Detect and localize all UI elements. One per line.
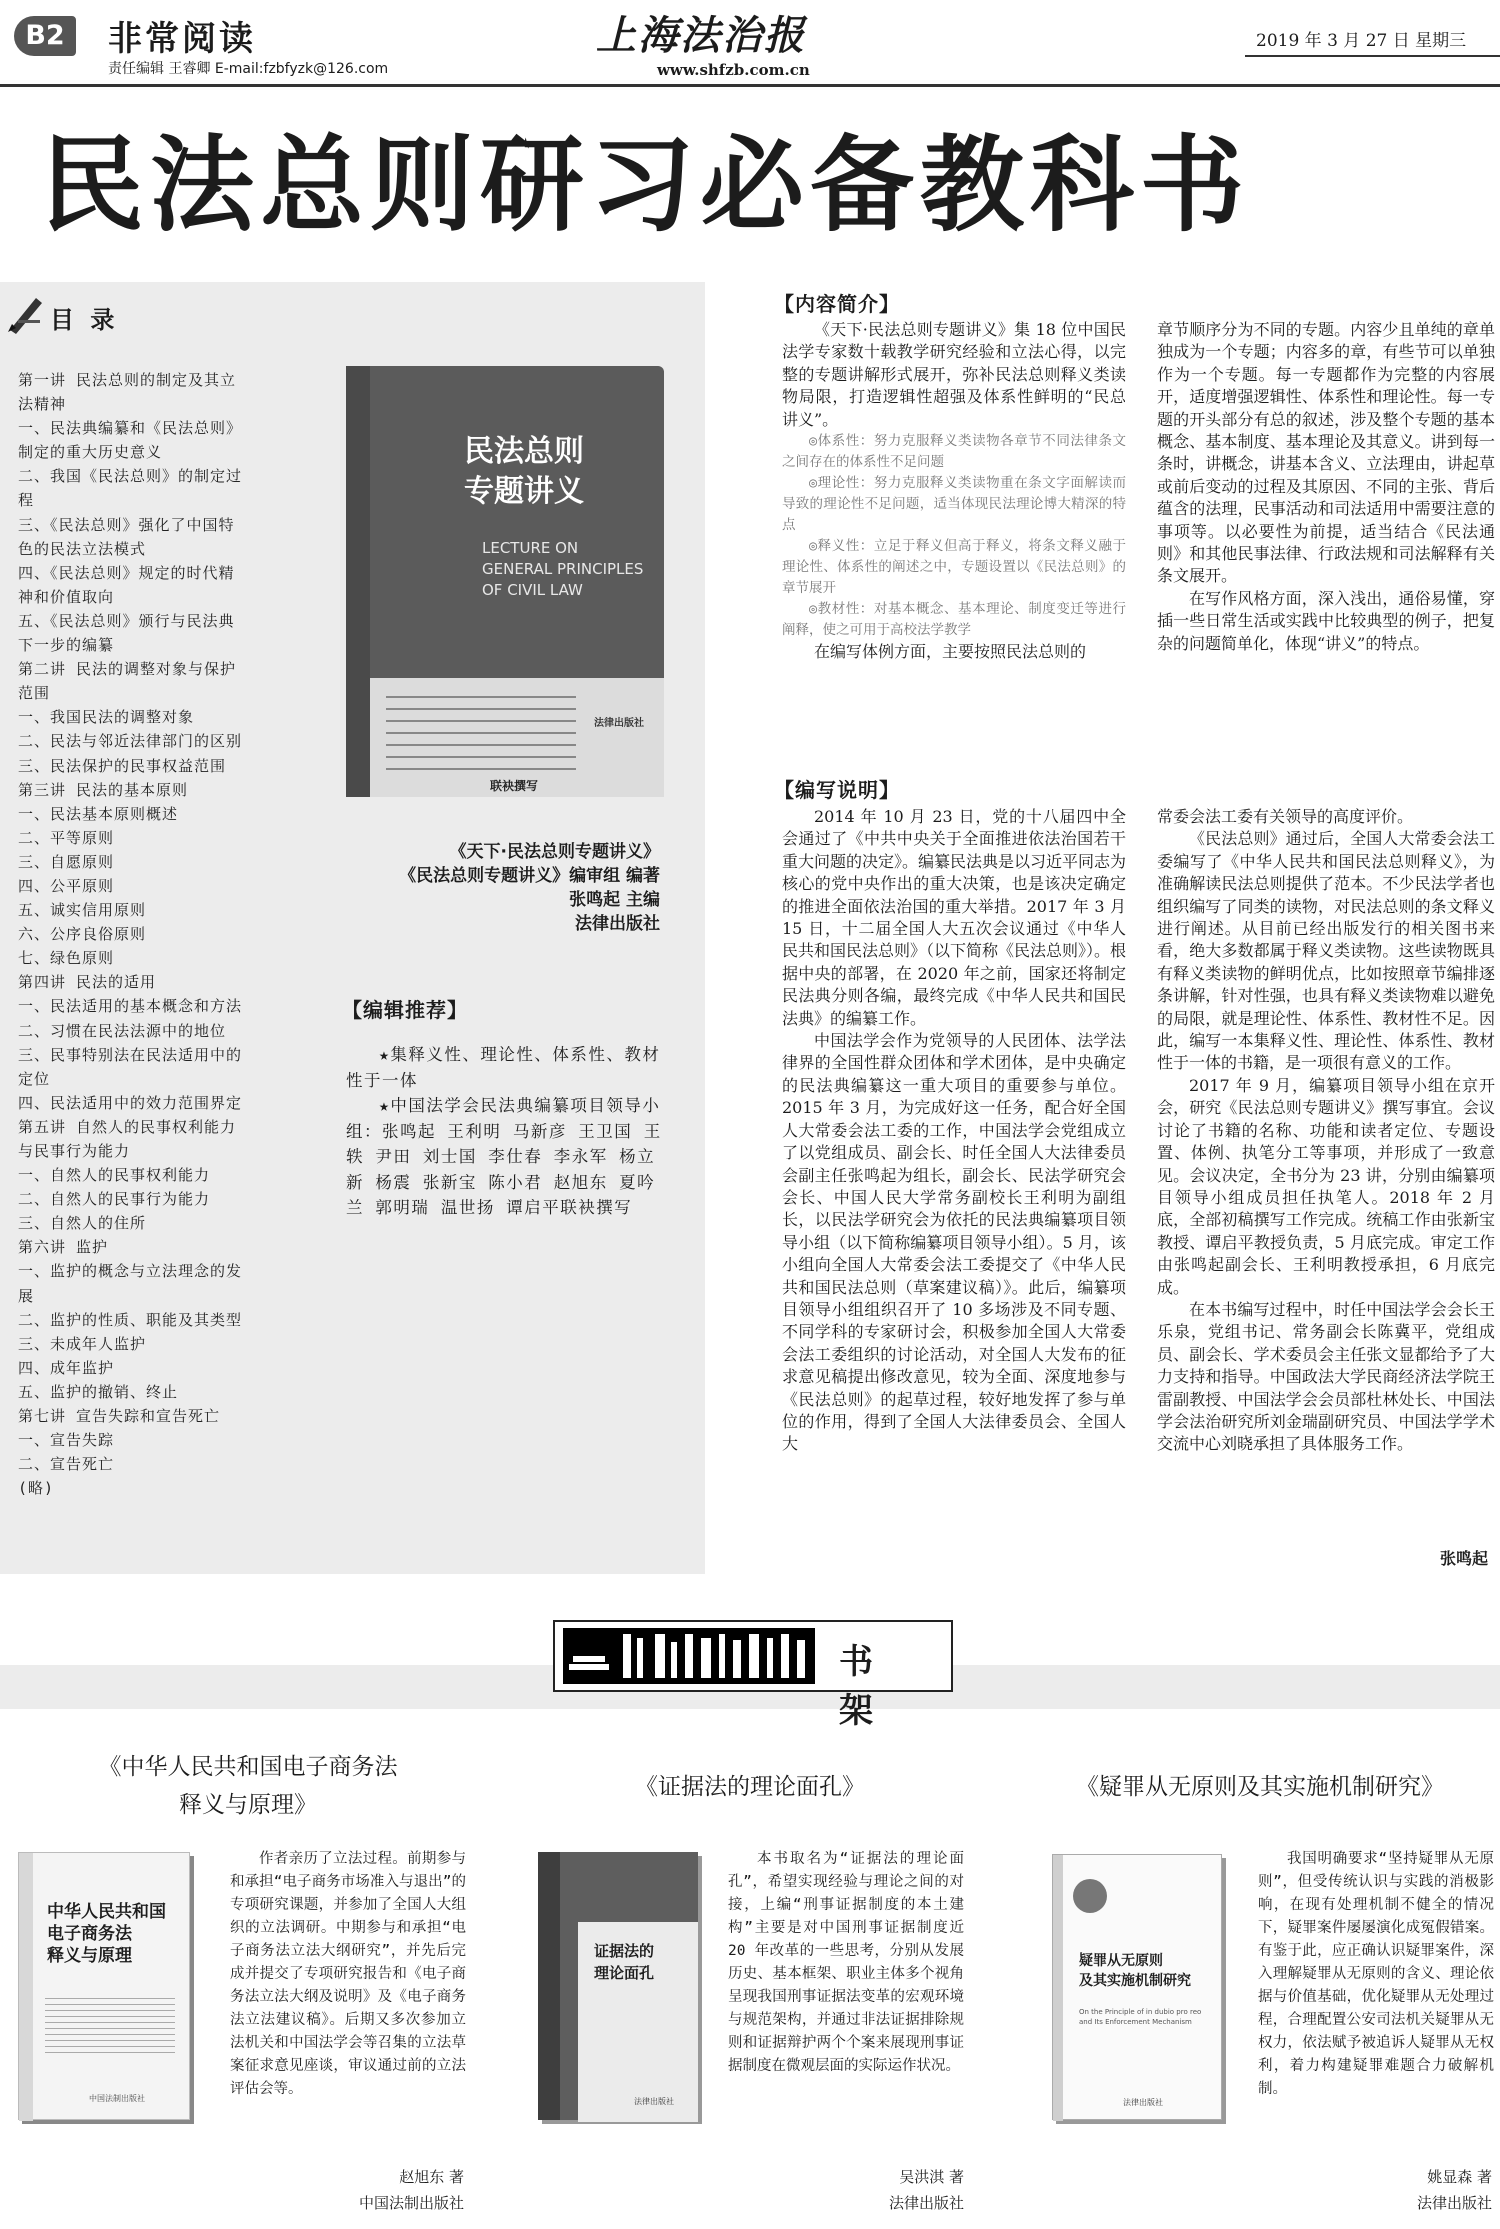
intro-points [782, 431, 1126, 641]
cover-spine [538, 1852, 560, 2120]
toc-item: 神和价值取向 [18, 587, 115, 606]
toc-heading-wrap [6, 294, 206, 334]
issue-date: 2019 年 3 月 27 日 星期三 [1256, 31, 1467, 51]
shelf-book-cover [1052, 1854, 1222, 2120]
toc-item: 一、自然人的民事权利能力 [18, 1166, 211, 1185]
intro-point: ◎释义性：立足于释义但高于释义，将条文释义融于理论性、体系性的阐述之中，专题设置以《民法总则》的章节展开 [782, 538, 1126, 597]
toc-item: 四、《民法总则》规定的时代精 [18, 563, 235, 582]
cover-title: 疑罪从无原则 及其实施机制研究 [1079, 1953, 1191, 1989]
caption-line: 《民法总则专题讲义》编审组 编著 [399, 866, 660, 886]
toc-item: 定位 [18, 1069, 51, 1088]
toc-item: 展 [18, 1286, 35, 1305]
cover-lines [45, 1993, 175, 2053]
main-book-caption [330, 840, 660, 936]
toc-item: 二、自然人的民事行为能力 [18, 1190, 211, 1209]
explain-heading: 【编写说明】 [774, 778, 900, 802]
explain-para: 2014 年 10 月 23 日，党的十八届四中全会通过了《中共中央关于全面推进依法治国若干重大问题的决定》。编纂民法典是以习近平同志为核心的党中央作出的重大决策，也是该决定确定的推进全面依法治国的重大举措。2017 年 3 月 15 日，十二届全国人大五次会议通过《中华人民共和国民法总则》（以下简称《民法总则》）。根据中央的部署，在 2020 年之前，国家还将制定民法典分则各编，最终完成《中华人民共和国民法典》的编纂工作。 [782, 807, 1127, 1028]
toc-item: 一、民法典编纂和《民法总则》 [18, 419, 243, 438]
toc-item: 五、监护的撤销、终止 [18, 1382, 179, 1401]
toc-item: 程 [18, 491, 35, 510]
intro-para: 在编写体例方面，主要按照民法总则的 [814, 642, 1087, 662]
toc-item: 四、公平原则 [18, 876, 115, 895]
shelf-banner [553, 1620, 953, 1731]
recommend-body [346, 1042, 668, 1221]
toc-item: 第六讲 监护 [18, 1238, 109, 1257]
shelf-banner-label: 书 架 [839, 1642, 885, 1731]
toc-item: 四、民法适用中的效力范围界定 [18, 1093, 243, 1112]
intro-para: 章节顺序分为不同的专题。内容少且单纯的章单独成为一个专题；内容多的章，有些节可以单独作为一个专题。每一专题都作为完整的内容展开，适度增强逻辑性、体系性和理论性。每一专题的开头部分有总的叙述，涉及整个专题的基本概念、基本制度、基本理论及其意义。讲到每一条时，讲概念，讲基本含义、立法理由，讲起草或前后变动的过程及其原因、不同的主张、背后蕴含的法理，民事活动和司法适用中需要注意的事项等。以必要性为前提，适当结合《民法通则》和其他民事法律、行政法规和司法解释有关条文展开。 [1157, 320, 1495, 586]
intro-col-1 [782, 319, 1126, 663]
toc-item: 二、监护的性质、职能及其类型 [18, 1310, 243, 1329]
toc-item: 第四讲 民法的适用 [18, 973, 157, 992]
toc-item: 一、民法基本原则概述 [18, 804, 179, 823]
cover-authors [386, 692, 576, 776]
main-book-cover [346, 366, 664, 797]
cover-title: 中华人民共和国 电子商务法 释义与原理 [47, 1902, 166, 1966]
toc-item: 第七讲 宣告失踪和宣告死亡 [18, 1407, 221, 1426]
toc-item: 一、我国民法的调整对象 [18, 708, 195, 727]
toc-item: 六、公序良俗原则 [18, 925, 147, 944]
cover-stripe [19, 1853, 33, 2121]
explain-col-1 [782, 806, 1126, 1456]
explain-para: 2017 年 9 月，编纂项目领导小组在京开会，研究《民法总则专题讲义》撰写事宜。会议讨论了书籍的名称、功能和读者定位、专题设置、体例、执笔分工等事项，并形成了一致意见。会议决定，全书分为 23 讲，分别由编纂项目领导小组成员担任执笔人。2018 年 2 月底，全部初稿撰写工作完成。统稿工作由张新宝教授、谭启平教授负责，5 月底完成。审定工作由张鸣起副会长、王利明教授承担，6 月底完成。 [1157, 1075, 1495, 1297]
intro-para: 在写作风格方面，深入浅出，通俗易懂，穿插一些日常生活或实践中比较典型的例子，把复杂的问题简单化，体现“讲义”的特点。 [1157, 588, 1495, 653]
intro-point: ◎教材性：对基本概念、基本理论、制度变迁等进行阐释，使之可用于高校法学教学 [782, 601, 1126, 639]
caption-line: 《天下·民法总则专题讲义》 [449, 842, 660, 862]
caption-line: 张鸣起 主编 [569, 890, 660, 910]
shelf-book-title [560, 1768, 940, 1806]
explain-col-2 [1157, 806, 1495, 1456]
masthead-rule-left [0, 84, 1500, 87]
cover-en: LECTURE ON GENERAL PRINCIPLES OF CIVIL LAW [482, 539, 644, 599]
shelf-book-3 [1000, 1740, 1500, 2229]
shelf-book-publisher: 中国法制出版社 [358, 2194, 464, 2212]
cover-publisher: 法律出版社 [1123, 2098, 1163, 2107]
toc-item: 制定的重大历史意义 [18, 443, 163, 462]
website: www.shfzb.com.cn [657, 61, 810, 79]
toc-item: 二、习惯在民法法源中的地位 [18, 1021, 227, 1040]
toc-item: 一、监护的概念与立法理念的发 [18, 1262, 243, 1281]
cover-spine [346, 366, 370, 797]
shelf-book-2 [500, 1740, 1000, 2229]
intro-para: 《天下·民法总则专题讲义》集 18 位中国民法学专家数十载教学研究经验和立法心得，以完整的专题讲解形式展开，弥补民法总则释义类读物局限，打造逻辑性超强及体系性鲜明的“民总讲义”。 [782, 320, 1126, 429]
shelf-book-1 [0, 1740, 500, 2229]
page-badge: B2 [14, 16, 76, 56]
intro-point: ◎体系性：努力克服释义类读物各章节不同法律条文之间存在的体系性不足问题 [782, 433, 1126, 471]
toc-item: 一、民法适用的基本概念和方法 [18, 997, 243, 1016]
toc-item: 四、成年监护 [18, 1358, 115, 1377]
toc-item: (略) [18, 1479, 55, 1498]
cover-publisher: 中国法制出版社 [89, 2094, 145, 2103]
toc-item: 二、民法与邻近法律部门的区别 [18, 732, 243, 751]
bookshelf-icon [563, 1628, 815, 1684]
explain-signature: 张鸣起 [1440, 1549, 1489, 1568]
cover-emblem [1073, 1879, 1107, 1913]
toc-item: 第二讲 民法的调整对象与保护 [18, 660, 237, 679]
toc-item: 二、宣告死亡 [18, 1455, 115, 1474]
intro-point: ◎理论性：努力克服释义类读物重在条文字面解读而导致的理论性不足问题，适当体现民法理论博大精深的特点 [782, 475, 1126, 534]
section-title: 非常阅读 [108, 19, 256, 59]
shelf-book-author: 赵旭东 著 [399, 2168, 464, 2186]
masthead-rule-right [1245, 55, 1500, 57]
toc-item: 一、宣告失踪 [18, 1431, 115, 1450]
shelf-book-cover [18, 1852, 190, 2120]
explain-para: 常委会法工委有关领导的高度评价。 [1157, 807, 1414, 826]
explain-para: 在本书编写过程中，时任中国法学会会长王乐泉，党组书记、常务副会长陈冀平，党组成员、副会长、学术委员会主任张文显都给予了大力支持和指导。中国政法大学民商经济法学院王雷副教授、中国法学会会员部杜林处长、中国法学会法治研究所刘金瑞副研究员、中国法学学术交流中心刘晓承担了具体服务工作。 [1157, 1299, 1495, 1454]
cover-bottom: 联袂撰写 [490, 779, 539, 793]
editor-line: 责任编辑 王睿卿 E-mail:fzbfyzk@126.com [108, 61, 389, 77]
shelf-books-graphic [563, 1628, 815, 1684]
recommend-heading: 【编辑推荐】 [342, 998, 468, 1022]
title-line: 释义与原理》 [179, 1792, 317, 1818]
toc-list [18, 368, 278, 1500]
toc-item: 第三讲 民法的基本原则 [18, 780, 189, 799]
toc-item: 法精神 [18, 395, 67, 414]
cover-title: 证据法的 理论面孔 [594, 1942, 655, 1982]
recommend-line-1: ★集释义性、理论性、体系性、教材性于一体 [346, 1045, 661, 1090]
toc-item: 第五讲 自然人的民事权利能力 [18, 1117, 237, 1136]
cover-title: 民法总则 专题讲义 [464, 434, 584, 509]
recommend-line-2: ★中国法学会民法典编纂项目领导小组：张鸣起 王利明 马新彦 王卫国 王轶 尹田 刘士国 李仕春 李永军 杨立新 杨震 张新宝 陈小君 赵旭东 夏吟兰 郭明瑞 温世扬 谭启平联袂撰写 [346, 1096, 662, 1217]
toc-item: 范围 [18, 684, 51, 703]
shelf-book-blurb: 作者亲历了立法过程。前期参与和承担“电子商务市场准入与退出”的专项研究课题，并参加了全国人大组织的立法调研。中期参与和承担“电子商务法立法大纲研究”，并先后完成并提交了专项研究报告和《电子商务法立法大纲及说明》及《电子商务法立法建议稿》。后期又多次参加立法机关和中国法学会等召集的立法草案征求意见座谈，审议通过前的立法评估会等。 [230, 1851, 466, 2097]
shelf-book-author: 吴洪淇 著 [899, 2168, 964, 2186]
masthead [0, 0, 1500, 86]
toc-item: 五、诚实信用原则 [18, 901, 147, 920]
shelf-book-blurb: 我国明确要求“坚持疑罪从无原则”，但受传统认识与实践的消极影响，在现有处理机制不健全的情况下，疑罪案件屡屡演化成冤假错案。有鉴于此，应正确认识疑罪案件，深入理解疑罪从无原则的含义、理论依据与价值基础，优化疑罪从无处理过程，合理配置公安司法机关疑罪从无权力，依法赋予被追诉人疑罪从无权利，着力构建疑罪难题合力破解机制。 [1258, 1851, 1494, 2097]
shelf-book-publisher: 法律出版社 [888, 2194, 964, 2212]
shelf-book-cover [538, 1852, 698, 2120]
cover-en: On the Principle of in dubio pro reo and Its Enforcement Mechanism [1079, 2008, 1202, 2026]
shelf-book-author: 姚显森 著 [1427, 2168, 1492, 2186]
pen-icon [6, 294, 48, 334]
shelf-book-title [58, 1748, 438, 1824]
explain-para: 中国法学会作为党领导的人民团体、法学法律界的全国性群众团体和学术团体，是中央确定的民法典编纂这一重大项目的重要参与单位。2015 年 3 月，为完成好这一任务，配合好全国人大常委会法工委的工作，中国法学会党组成立了以党组成员、副会长、时任全国人大法律委员会副主任张鸣起为组长，副会长、民法学研究会会长、中国人民大学常务副校长王利明为副组长，以民法学研究会为依托的民法典编纂项目领导小组（以下简称编纂项目领导小组）。5 月，该小组向全国人大常委会法工委提交了《中华人民共和国民法总则（草案建议稿）》。此后，编纂项目领导小组组织召开了 10 多场涉及不同专题、不同学科的专家研讨会，积极参加全国人大常委会法工委组织的讨论活动，对全国人大发布的征求意见稿提出修改意见，较为全面、深度地参与《民法总则》的起草过程，较好地发挥了参与单位的作用，得到了全国人大法律委员会、全国人大 [782, 1031, 1126, 1454]
cover-publisher: 法律出版社 [634, 2097, 674, 2106]
cover-spine [1053, 1855, 1063, 2121]
toc-item: 三、未成年人监护 [18, 1334, 147, 1353]
toc-item: 下一步的编纂 [18, 636, 115, 655]
toc-item: 第一讲 民法总则的制定及其立 [18, 371, 237, 389]
newspaper-logo: 上海法治报 [596, 12, 806, 59]
headline: 民法总则研习必备教科书 [40, 124, 1251, 246]
toc-item: 五、《民法总则》颁行与民法典 [18, 611, 235, 630]
title-line: 《中华人民共和国电子商务法 [98, 1754, 398, 1780]
toc-item: 三、自愿原则 [18, 852, 115, 871]
toc-item: 三、民事特别法在民法适用中的 [18, 1045, 243, 1064]
intro-col-2 [1157, 319, 1495, 655]
toc-item: 色的民法立法模式 [18, 539, 147, 558]
toc-item: 三、自然人的住所 [18, 1214, 147, 1233]
toc-item: 与民事行为能力 [18, 1142, 131, 1160]
toc-item: 二、平等原则 [18, 828, 115, 847]
toc-item: 二、我国《民法总则》的制定过 [18, 467, 243, 486]
toc-item: 三、民法保护的民事权益范围 [18, 756, 227, 775]
toc-item: 三、《民法总则》强化了中国特 [18, 515, 235, 534]
toc-heading: 目 录 [50, 305, 119, 334]
cover-publisher: 法律出版社 [594, 718, 644, 729]
shelf-book-publisher: 法律出版社 [1416, 2194, 1492, 2212]
title-line: 《疑罪从无原则及其实施机制研究》 [1076, 1774, 1444, 1800]
toc-item: 七、绿色原则 [18, 949, 115, 968]
caption-line: 法律出版社 [575, 914, 660, 934]
shelf-book-title [1040, 1768, 1480, 1806]
shelf-book-blurb: 本书取名为“证据法的理论面孔”，希望实现经验与理论之间的对接，上编“刑事证据制度的本土建构”主要是对中国刑事证据制度近 20 年改革的一些思考，分别从发展历史、基本框架、职业主体多个视角呈现我国刑事证据法变革的宏观环境与规范架构，并通过非法证据排除规则和证据辩护两个个案来展现刑事证据制度在微观层面的实际运作状况。 [728, 1851, 964, 2074]
intro-heading: 【内容简介】 [774, 292, 900, 316]
explain-para: 《民法总则》通过后，全国人大常委会法工委编写了《中华人民共和国民法总则释义》，为准确解读民法总则提供了范本。不少民法学者也组织编写了同类的读物，对民法总则的条文释义进行阐述。从目前已经出版发行的相关图书来看，绝大多数都属于释义类读物。这些读物既具有释义类读物的鲜明优点，比如按照章节编排逐条讲解，针对性强，也具有释义类读物难以避免的局限，就是理论性、体系性、教材性不足。因此，编写一本集释义性、理论性、体系性、教材性于一体的书籍，是一项很有意义的工作。 [1157, 829, 1495, 1073]
title-line: 《证据法的理论面孔》 [635, 1774, 865, 1800]
